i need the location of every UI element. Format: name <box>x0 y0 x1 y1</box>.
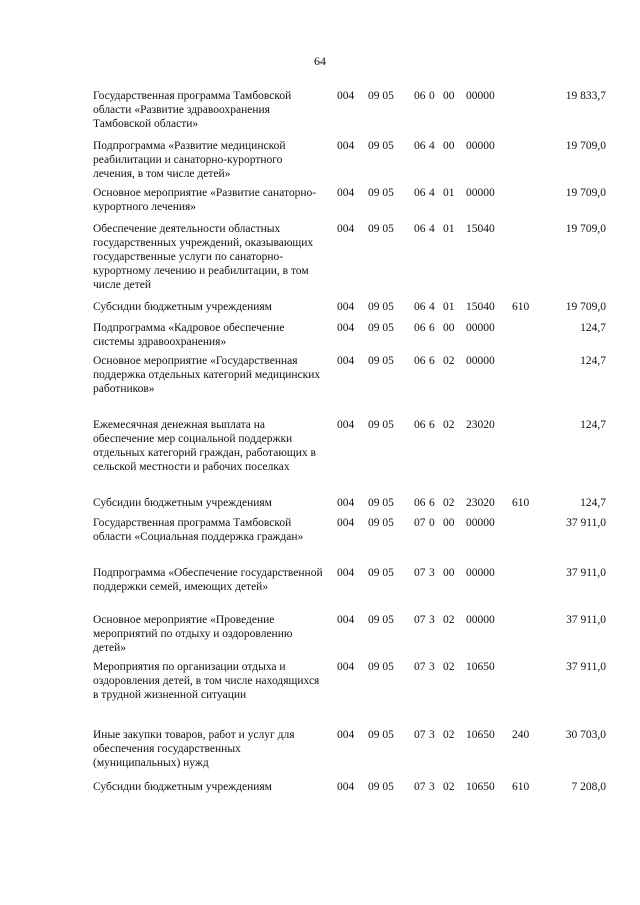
row-p1: 06 <box>414 419 426 431</box>
row-p1: 07 <box>414 781 426 793</box>
row-ministry: 004 <box>337 140 355 152</box>
row-amount: 37 911,0 <box>566 661 606 673</box>
row-amount: 37 911,0 <box>566 517 606 529</box>
row-section: 09 05 <box>368 187 394 199</box>
row-p2: 3 <box>429 781 435 793</box>
row-ministry: 004 <box>337 614 355 626</box>
row-p3: 00 <box>443 140 455 152</box>
row-vr: 610 <box>512 497 530 509</box>
row-p2: 6 <box>429 419 435 431</box>
row-ministry: 004 <box>337 419 355 431</box>
row-p2: 4 <box>429 223 435 235</box>
row-p4: 15040 <box>466 301 495 313</box>
row-p1: 06 <box>414 497 426 509</box>
row-amount: 37 911,0 <box>566 567 606 579</box>
row-amount: 30 703,0 <box>565 729 606 741</box>
row-p2: 6 <box>429 322 435 334</box>
row-ministry: 004 <box>337 301 355 313</box>
row-p3: 01 <box>443 223 455 235</box>
row-p4: 00000 <box>466 140 495 152</box>
row-amount: 124,7 <box>580 355 606 367</box>
row-ministry: 004 <box>337 187 355 199</box>
row-amount: 124,7 <box>580 497 606 509</box>
row-name: Подпрограмма «Кадровое обеспечение системы здравоохранения» <box>93 322 285 348</box>
row-p4: 00000 <box>466 322 495 334</box>
row-p2: 6 <box>429 355 435 367</box>
row-name: Подпрограмма «Развитие медицинской реабилитации и санаторно-курортного лечения, в том числе детей» <box>93 140 286 180</box>
row-p4: 00000 <box>466 567 495 579</box>
row-p3: 01 <box>443 301 455 313</box>
row-section: 09 05 <box>368 322 394 334</box>
row-p1: 06 <box>414 355 426 367</box>
row-name: Ежемесячная денежная выплата на обеспечение мер социальной поддержки отдельных категорий граждан, работающих в сельской местности и рабочих поселках <box>93 419 316 473</box>
row-name: Иные закупки товаров, работ и услуг для обеспечения государственных (муниципальных) нужд <box>93 729 295 769</box>
row-p2: 4 <box>429 187 435 199</box>
row-p1: 06 <box>414 140 426 152</box>
row-section: 09 05 <box>368 90 394 102</box>
row-p2: 3 <box>429 661 435 673</box>
row-name: Подпрограмма «Обеспечение государственной поддержки семей, имеющих детей» <box>93 567 323 593</box>
row-p3: 01 <box>443 187 455 199</box>
row-name: Субсидии бюджетным учреждениям <box>93 301 272 313</box>
row-name: Субсидии бюджетным учреждениям <box>93 497 272 509</box>
row-amount: 124,7 <box>580 419 606 431</box>
row-p4: 00000 <box>466 90 495 102</box>
row-p4: 00000 <box>466 614 495 626</box>
row-p2: 0 <box>429 517 435 529</box>
row-section: 09 05 <box>368 661 394 673</box>
row-p4: 10650 <box>466 781 495 793</box>
row-section: 09 05 <box>368 567 394 579</box>
row-ministry: 004 <box>337 567 355 579</box>
row-amount: 19 833,7 <box>565 90 606 102</box>
row-name: Субсидии бюджетным учреждениям <box>93 781 272 793</box>
row-p4: 15040 <box>466 223 495 235</box>
row-name: Мероприятия по организации отдыха и оздоровления детей, в том числе находящихся в трудной жизненной ситуации <box>93 661 320 701</box>
row-name: Основное мероприятие «Государственная поддержка отдельных категорий медицинских работников» <box>93 355 321 395</box>
row-p3: 02 <box>443 614 455 626</box>
row-amount: 19 709,0 <box>565 301 606 313</box>
row-section: 09 05 <box>368 729 394 741</box>
row-section: 09 05 <box>368 497 394 509</box>
row-p1: 06 <box>414 322 426 334</box>
row-p3: 00 <box>443 517 455 529</box>
row-p1: 07 <box>414 614 426 626</box>
row-amount: 19 709,0 <box>565 187 606 199</box>
row-p3: 00 <box>443 322 455 334</box>
row-amount: 19 709,0 <box>565 140 606 152</box>
row-ministry: 004 <box>337 729 355 741</box>
row-p2: 6 <box>429 497 435 509</box>
row-ministry: 004 <box>337 322 355 334</box>
row-p2: 3 <box>429 567 435 579</box>
row-p1: 07 <box>414 517 426 529</box>
row-p3: 00 <box>443 567 455 579</box>
row-ministry: 004 <box>337 355 355 367</box>
row-amount: 7 208,0 <box>571 781 606 793</box>
row-amount: 124,7 <box>580 322 606 334</box>
row-p3: 02 <box>443 419 455 431</box>
row-amount: 37 911,0 <box>566 614 606 626</box>
row-name: Основное мероприятие «Развитие санаторно-курортного лечения» <box>93 187 317 213</box>
row-ministry: 004 <box>337 223 355 235</box>
row-ministry: 004 <box>337 781 355 793</box>
row-p1: 06 <box>414 223 426 235</box>
row-ministry: 004 <box>337 497 355 509</box>
row-name: Государственная программа Тамбовской области «Социальная поддержка граждан» <box>93 517 304 543</box>
row-p4: 00000 <box>466 355 495 367</box>
row-vr: 610 <box>512 781 530 793</box>
row-section: 09 05 <box>368 419 394 431</box>
row-section: 09 05 <box>368 140 394 152</box>
row-name: Основное мероприятие «Проведение мероприятий по отдыху и оздоровлению детей» <box>93 614 293 654</box>
row-amount: 19 709,0 <box>565 223 606 235</box>
row-name: Обеспечение деятельности областных государственных учреждений, оказывающих государственные услуги по санаторно-курортному лечению и реабилитации, в том числе детей <box>93 223 314 291</box>
row-ministry: 004 <box>337 517 355 529</box>
row-name: Государственная программа Тамбовской области «Развитие здравоохранения Тамбовской области» <box>93 90 292 130</box>
row-p3: 02 <box>443 729 455 741</box>
row-p1: 07 <box>414 567 426 579</box>
row-section: 09 05 <box>368 614 394 626</box>
row-p4: 23020 <box>466 497 495 509</box>
row-p2: 0 <box>429 90 435 102</box>
row-p4: 10650 <box>466 729 495 741</box>
row-p1: 07 <box>414 661 426 673</box>
row-ministry: 004 <box>337 661 355 673</box>
row-p3: 02 <box>443 781 455 793</box>
row-p3: 02 <box>443 497 455 509</box>
row-vr: 610 <box>512 301 530 313</box>
row-p3: 00 <box>443 90 455 102</box>
page-number: 64 <box>314 54 326 68</box>
row-section: 09 05 <box>368 301 394 313</box>
row-section: 09 05 <box>368 517 394 529</box>
row-ministry: 004 <box>337 90 355 102</box>
row-p2: 3 <box>429 729 435 741</box>
row-p2: 4 <box>429 140 435 152</box>
row-p2: 3 <box>429 614 435 626</box>
row-p4: 10650 <box>466 661 495 673</box>
row-p4: 00000 <box>466 187 495 199</box>
row-vr: 240 <box>512 729 530 741</box>
row-p1: 06 <box>414 301 426 313</box>
row-p4: 23020 <box>466 419 495 431</box>
row-p4: 00000 <box>466 517 495 529</box>
row-p1: 07 <box>414 729 426 741</box>
row-section: 09 05 <box>368 355 394 367</box>
row-section: 09 05 <box>368 223 394 235</box>
row-p1: 06 <box>414 187 426 199</box>
row-p2: 4 <box>429 301 435 313</box>
row-p3: 02 <box>443 661 455 673</box>
row-section: 09 05 <box>368 781 394 793</box>
row-p3: 02 <box>443 355 455 367</box>
row-p1: 06 <box>414 90 426 102</box>
